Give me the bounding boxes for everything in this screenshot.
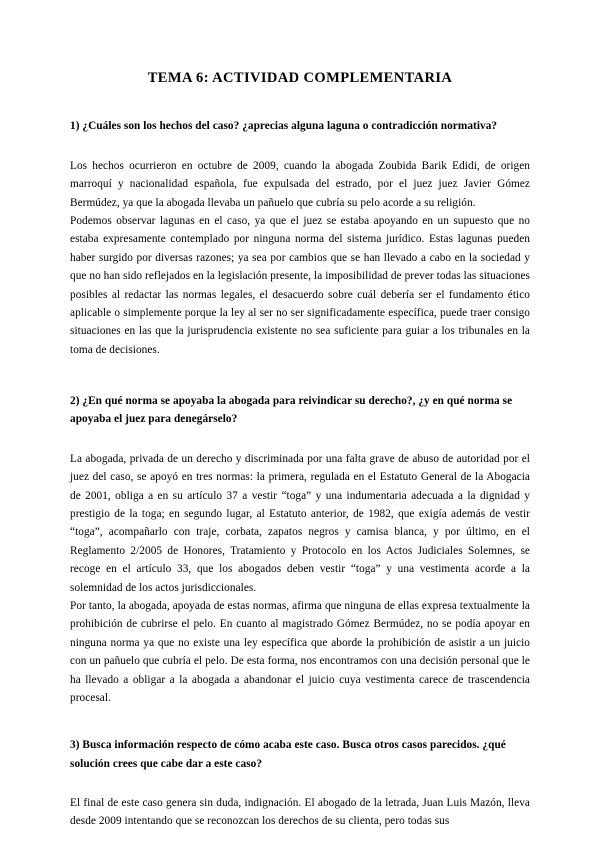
question-heading-3: 3) Busca información respecto de cómo acaba este caso. Busca otros casos parecidos. ¿qué solución crees que cabe dar a este caso? <box>70 739 506 770</box>
page-title: TEMA 6: ACTIVIDAD COMPLEMENTARIA <box>147 70 453 86</box>
question-heading-1: 1) ¿Cuáles son los hechos del caso? ¿aprecias alguna laguna o contradicción normativa? <box>70 120 498 133</box>
paragraph-2-1: La abogada, privada de un derecho y discriminada por una falta grave de abuso de autoridad por el juez del caso, se apoyó en tres normas: la primera, regulada en el Estatuto General de la Abogacia de 2001, obliga a en su artículo 37 a vestir “toga” y una indumentaria adecuada a la dignidad y prestigio de la toga; en segundo lugar, al Estatuto anterior, de 1982, que exigía además de vestir “toga”, acompañarlo con traje, corbata, zapatos negros y camisa blanca, y por último, en el Reglamento 2/2005 de Honores, Tratamiento y Protocolo en los Actos Judiciales Solemnes, se recoge en el artículo 33, que los abogados deben vestir “toga” y una vestimenta acorde a la solemnidad de los actos jurisdiccionales. <box>70 452 530 594</box>
paragraph-1-2: Podemos observar lagunas en el caso, ya que el juez se estaba apoyando en un supuesto que no estaba expresamente contemplado por ninguna norma del sistema jurídico. Estas lagunas pueden haber surgido por diversas razones; ya sea por cambios que se han llevado a cabo en la sociedad y que no han sido reflejados en la legislación presente, la imposibilidad de prever todas las situaciones posibles al redactar las normas legales, el desacuerdo sobre cuál debería ser el fundamento ético aplicable o simplemente porque la ley al ser no ser significadamente específica, puede traer consigo situaciones en las que la jurisprudencia existente no sea suficiente para guiar a los tribunales en la toma de decisiones. <box>70 214 530 356</box>
question-heading-2: 2) ¿En qué norma se apoyaba la abogada para reivindicar su derecho?, ¿y en qué norma se apoyaba el juez para denegárselo? <box>70 395 513 426</box>
document-body <box>70 0 530 831</box>
paragraph-1-1: Los hechos ocurrieron en octubre de 2009, cuando la abogada Zoubida Barik Edidi, de origen marroquí y nacionalidad española, fue expulsada del estrado, por el juez juez Javier Gómez Bermúdez, ya que la abogada llevaba un pañuelo que cubría su pelo acorde a su religión. <box>70 159 530 209</box>
paragraph-3-1: El final de este caso genera sin duda, indignación. El abogado de la letrada, Juan Luis Mazón, lleva desde 2009 intentando que se reconozcan los derechos de su clienta, pero todas sus <box>70 797 530 828</box>
paragraph-2-2: Por tanto, la abogada, apoyada de estas normas, afirma que ninguna de ellas expresa textualmente la prohibición de cubrirse el pelo. En cuanto al magistrado Gómez Bermúdez, no se podía apoyar en ninguna norma ya que no existe una ley específica que aborde la prohibición de asistir a un juicio con un pañuelo que cubría el pelo. De esta forma, nos encontramos con una decisión personal que le ha llevado a obligar a la abogada a abandonar el juicio cuya vestimenta carece de trascendencia procesal. <box>70 600 530 705</box>
